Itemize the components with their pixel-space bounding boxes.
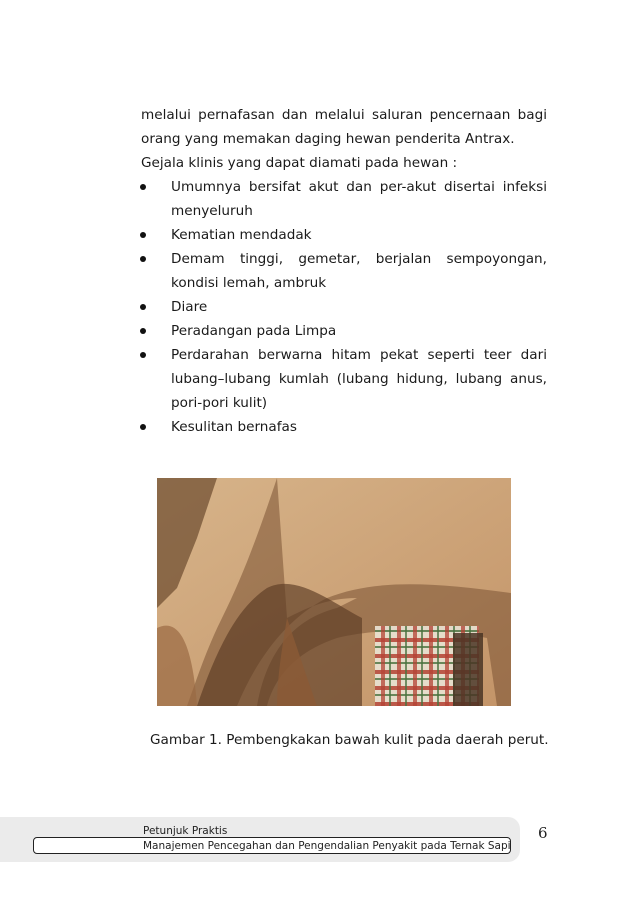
cattle-abdomen-photo	[157, 478, 511, 706]
symptom-text: Kesulitan bernafas	[171, 419, 297, 435]
intro-line-1: melalui pernafasan dan melalui saluran pencernaan bagi	[141, 107, 547, 123]
symptom-item	[141, 295, 547, 319]
bullet-icon	[140, 352, 146, 358]
bullet-icon	[140, 184, 146, 190]
symptom-text: Demam tinggi, gemetar, berjalan sempoyongan, kondisi lemah, ambruk	[171, 251, 547, 291]
symptoms-heading: Gejala klinis yang dapat diamati pada hewan :	[141, 155, 458, 171]
figure-caption: Gambar 1. Pembengkakan bawah kulit pada daerah perut.	[150, 732, 549, 748]
page-number: 6	[538, 824, 548, 842]
symptom-text: Perdarahan berwarna hitam pekat seperti teer dari lubang–lubang kumlah (lubang hidung, lubang anus, pori-pori kulit)	[171, 347, 547, 411]
symptom-item	[141, 175, 547, 223]
bullet-icon	[140, 424, 146, 430]
body-text	[141, 103, 547, 439]
intro-line-2: orang yang memakan daging hewan penderita Antrax.	[141, 131, 515, 147]
bullet-icon	[140, 232, 146, 238]
symptom-list	[141, 175, 547, 439]
symptom-item	[141, 415, 547, 439]
symptom-item	[141, 319, 547, 343]
symptom-text: Kematian mendadak	[171, 227, 312, 243]
footer-series-title: Petunjuk Praktis	[143, 825, 228, 837]
bullet-icon	[140, 304, 146, 310]
symptom-text: Peradangan pada Limpa	[171, 323, 337, 339]
symptom-item	[141, 343, 547, 415]
symptom-text: Diare	[171, 299, 208, 315]
symptom-item	[141, 247, 547, 295]
bullet-icon	[140, 328, 146, 334]
symptom-item	[141, 223, 547, 247]
symptom-text: Umumnya bersifat akut dan per-akut disertai infeksi menyeluruh	[171, 179, 547, 219]
footer-book-title: Manajemen Pencegahan dan Pengendalian Penyakit pada Ternak Sapi	[143, 840, 511, 852]
bullet-icon	[140, 256, 146, 262]
